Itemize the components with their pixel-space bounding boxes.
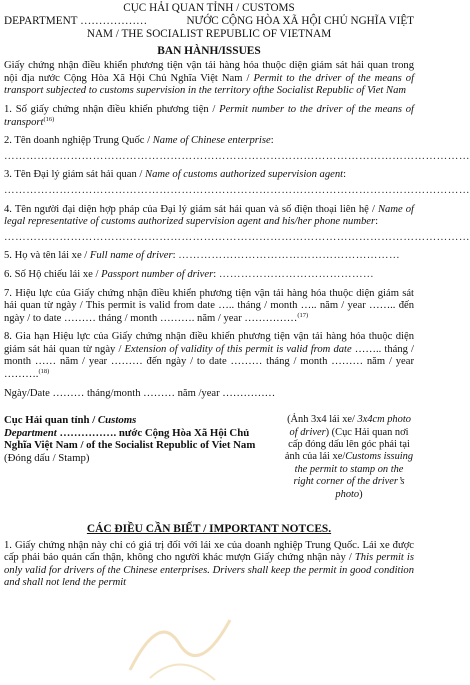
driver-photo-box (284, 414, 414, 501)
header-line-3: NAM / THE SOCIALIST REPUBLIC OF VIETNAM (86, 28, 332, 41)
photo-d: Customs issuing the permit to stamp on the right corner of the driver’s photo (293, 451, 414, 500)
header-line-2 (4, 15, 414, 28)
note-1 (4, 540, 414, 590)
signature-section (4, 414, 414, 501)
item-2-en: Name of Chinese enterprise (152, 135, 271, 147)
sig-line-1b: Customs (97, 414, 137, 427)
intro-en: Permit to the driver of the means of transport subjected to customs supervision in the territory ofthe Socialist Republic of Viet Nam (4, 72, 415, 97)
item-7 (4, 288, 414, 326)
item-5-vi: 5. Họ và tên lái xe / (4, 250, 90, 262)
important-notes-title (4, 523, 414, 536)
item-3-en: Name of customs authorized supervision agent (145, 169, 344, 181)
item-8-vi: 8. Gia hạn Hiệu lực của Giấy chứng nhận điều khiển phương tiện vận tải hàng hóa thuộc diện giám sát hải quan từ ngày / (4, 331, 414, 355)
item-8-dates: …….. tháng / month …… năm / year ……… đến ngày / to date ……… tháng / month ……… năm / year ………. (4, 343, 415, 381)
item-3-vi: 3. Tên Đại lý giám sát hải quan / (4, 169, 146, 181)
item-5-en: Full name of driver (89, 250, 173, 262)
item-4: 4. Tên người đại diện hợp pháp của Đại lý giám sát hải quan và số điện thoại liên hệ / Name of legal representative of customs authorized supervision agent and his/her phone number: (4, 203, 414, 228)
sig-line-3: Nghĩa Việt Nam / of the Socialist Republic of Viet Nam (4, 439, 256, 452)
item-7-note: (17) (297, 311, 309, 319)
item-2-vi: 2. Tên doanh nghiệp Trung Quốc / (4, 135, 153, 147)
item-7-text: 7. Hiệu lực của Giấy chứng nhận điều khiển phương tiện vận tải hàng hóa thuộc diện giám sát hải quan từ ngày / This permit is valid from date ….. tháng / month ….. năm / year …….. đến ngày / to date ……… tháng / month ………. năm / year …………… (4, 287, 414, 324)
item-3: 3. Tên Đại lý giám sát hải quan / Name of customs authorized supervision agent: (4, 169, 347, 181)
item-6-fill[interactable]: …………………………………… (218, 268, 375, 280)
item-8 (4, 331, 414, 381)
photo-c: ) (Cục Hải quan nơi cấp đóng dấu lên góc phải tại ảnh của lái xe/ (284, 426, 410, 463)
photo-a: (Ảnh 3x4 lái xe/ (287, 414, 358, 426)
item-1-vi: 1. Số giấy chứng nhận điều khiển phương tiện / (4, 103, 220, 115)
item-6-en: Passport number of driver (101, 268, 214, 280)
sig-line-1a: Cục Hải quan tỉnh / (4, 414, 98, 427)
item-5: 5. Họ và tên lái xe / Full name of driver: …………………………………………………… (4, 250, 401, 262)
item-8-note: (18) (38, 368, 50, 376)
item-4-fill-line[interactable]: ……………………………………………………………………………………………………………… (4, 231, 470, 243)
intro-paragraph (4, 60, 414, 98)
item-1-en: Permit number to the driver of the means of transport (4, 103, 415, 128)
header-line-1: CỤC HẢI QUAN TỈNH / CUSTOMS (123, 2, 295, 14)
photo-b: 3x4cm photo of driver (289, 414, 411, 438)
item-3-fill-line[interactable]: ……………………………………………………………………………………………………………… (4, 184, 470, 196)
customs-signature-block (4, 414, 266, 501)
sig-line-2b: ……………. nước Cộng Hòa Xã Hội Chủ (56, 426, 250, 439)
date-line: Ngày/Date ……… tháng/month ……… năm /year …………… (4, 387, 276, 399)
item-2: 2. Tên doanh nghiệp Trung Quốc / Name of Chinese enterprise: (4, 135, 274, 147)
photo-e: ) (359, 488, 363, 500)
issues-title: BAN HÀNH/ISSUES (157, 44, 261, 57)
sig-line-2a: Department (4, 426, 57, 439)
sig-stamp-note: (Đóng dấu / Stamp) (4, 452, 90, 465)
item-1-note: (16) (43, 115, 55, 123)
header-department: DEPARTMENT ……………… (4, 15, 148, 28)
item-5-fill[interactable]: …………………………………………………… (178, 250, 401, 262)
item-6: 6. Số Hộ chiếu lái xe / Passport number of driver: …………………………………… (4, 268, 375, 280)
note-1-vi: 1. Giấy chứng nhận này chỉ có giá trị đối với lái xe của doanh nghiệp Trung Quốc. Lái xe được cấp phải bảo quản cẩn thận, không cho người khác mượn Giấy chứng nhận này / (4, 539, 414, 564)
item-2-fill-line[interactable]: ……………………………………………………………………………………………………………… (4, 150, 470, 162)
note-1-en: This permit is only valid for drivers of the Chinese enterprises. Drivers shall keep the permit in good condition and shall not lend the permit (4, 552, 414, 589)
item-6-vi: 6. Số Hộ chiếu lái xe / (4, 268, 102, 280)
item-8-en: Extension of validity of this permit is valid from date (124, 343, 352, 355)
header-country-vi: NƯỚC CỘNG HÒA XÃ HỘI CHỦ NGHĨA VIỆT (186, 15, 414, 28)
item-1 (4, 104, 414, 129)
item-4-en: Name of legal representative of customs authorized supervision agent and his/her phone number (4, 203, 414, 228)
item-4-vi: 4. Tên người đại diện hợp pháp của Đại lý giám sát hải quan và số điện thoại liên hệ / (4, 203, 378, 215)
notes-title-text: CÁC ĐIỀU CẦN BIẾT / IMPORTANT NOTCES. (86, 523, 332, 536)
intro-vi: Giấy chứng nhận điều khiển phương tiện vận tải hàng hóa thuộc diện giám sát hải quan trong nội địa nước Cộng Hòa Xã Hội Chủ Nghĩa Việt Nam / (4, 60, 414, 84)
